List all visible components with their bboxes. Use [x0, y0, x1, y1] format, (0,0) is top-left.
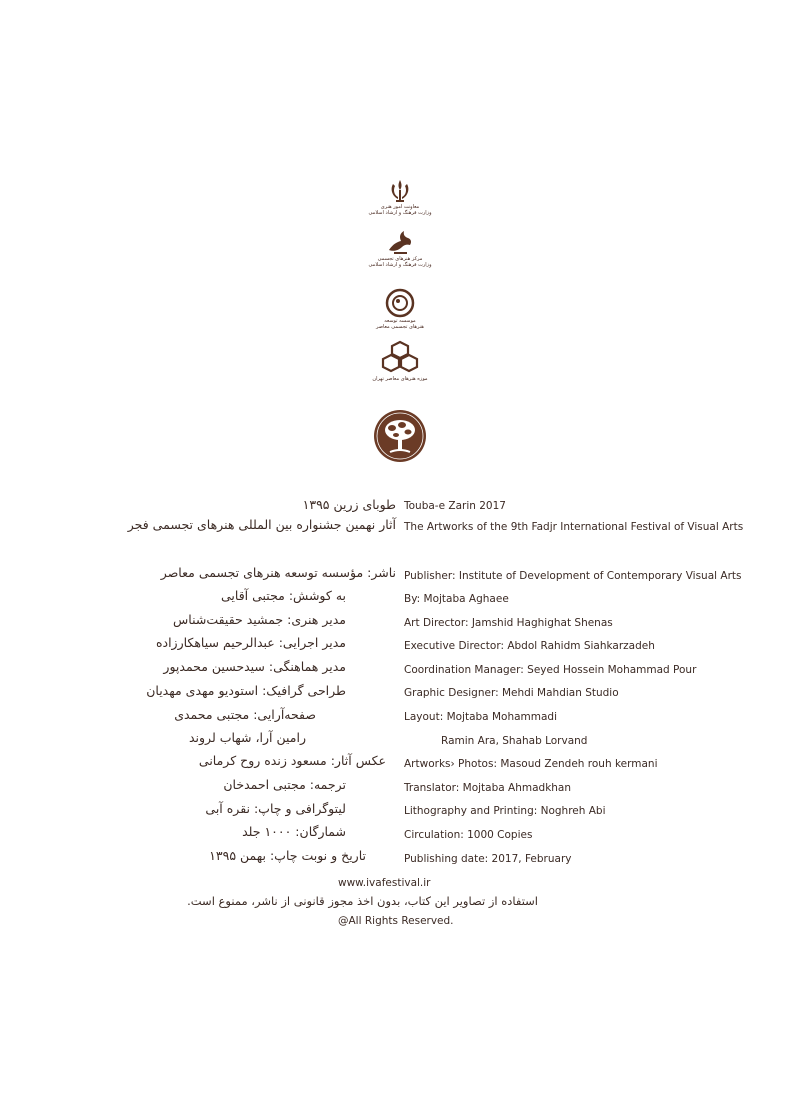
credit-fa: شمارگان: ۱۰۰۰ جلد: [242, 824, 346, 839]
credit-en: Publishing date: 2017, February: [404, 853, 572, 865]
tree-icon: [372, 408, 428, 464]
emblem-icon: [387, 178, 413, 204]
logo-caption: وزارت فرهنگ و ارشاد اسلامی: [368, 210, 432, 216]
credit-fa: ناشر: مؤسسه توسعه هنرهای تجسمی معاصر: [160, 565, 396, 580]
bird-logo: [355, 228, 445, 268]
credit-fa: به کوشش: مجتبی آقایی: [220, 588, 346, 603]
website-link[interactable]: www.ivafestival.ir: [338, 877, 431, 889]
credit-fa: صفحه‌آرایی: مجتبی محمدی: [174, 707, 316, 722]
credit-fa: تاریخ و نوبت چاپ: بهمن ۱۳۹۵: [209, 848, 366, 863]
credit-fa: ترجمه: مجتبی احمدخان: [223, 777, 346, 792]
credit-fa: عکس آثار: مسعود زنده روح کرمانی: [198, 753, 386, 768]
credit-fa: لیتوگرافی و چاپ: نقره آبی: [205, 801, 346, 816]
credit-en: Layout: Mojtaba Mohammadi: [404, 711, 558, 723]
credit-fa: مدیر اجرایی: عبدالرحیم سیاهکارزاده: [155, 635, 346, 650]
logo-caption: مرکز هنرهای تجسمی: [377, 256, 423, 262]
credit-fa: مدیر هنری: جمشید حقیقت‌شناس: [173, 612, 346, 627]
credit-en: Ramin Ara, Shahab Lorvand: [441, 735, 588, 747]
credit-en: Lithography and Printing: Noghreh Abi: [404, 805, 606, 817]
credit-en: Artworks› Photos: Masoud Zendeh rouh kermani: [404, 758, 658, 770]
credit-fa: مدیر هماهنگی: سیدحسین محمدپور: [163, 659, 346, 674]
cubes-icon: [381, 340, 419, 376]
logo-caption: معاونت امور هنری: [380, 204, 420, 210]
credit-en: Publisher: Institute of Development of Contemporary Visual Arts: [404, 570, 742, 582]
credit-en: Circulation: 1000 Copies: [404, 829, 533, 841]
title-fa-line1: طوبای زرین ۱۳۹۵: [302, 497, 396, 512]
logo-caption: هنرهای تجسمی معاصر: [376, 324, 424, 330]
emblem-logo: [355, 178, 445, 216]
bird-icon: [385, 228, 415, 256]
credit-fa: رامین آرا، شهاب لروند: [188, 730, 306, 745]
copyright-notice-fa: استفاده از تصاویر این کتاب، بدون اخذ مجوز قانونی از ناشر، ممنوع است.: [187, 894, 538, 908]
tree-logo: [355, 408, 445, 464]
credit-en: Graphic Designer: Mehdi Mahdian Studio: [404, 687, 619, 699]
credit-en: Coordination Manager: Seyed Hossein Mohammad Pour: [404, 664, 697, 676]
title-en-line2: The Artworks of the 9th Fadjr International Festival of Visual Arts: [404, 521, 744, 533]
circle-seal-icon: [385, 288, 415, 318]
rights-reserved: @All Rights Reserved.: [338, 915, 454, 927]
credit-en: Art Director: Jamshid Haghighat Shenas: [404, 617, 613, 629]
cubes-logo: [355, 340, 445, 382]
credit-en: By: Mojtaba Aghaee: [404, 593, 509, 605]
logo-caption: موزه هنرهای معاصر تهران: [372, 376, 428, 382]
logo-caption: وزارت فرهنگ و ارشاد اسلامی: [368, 262, 432, 268]
logo-caption: موسسه توسعه: [384, 318, 416, 324]
seal-logo: [355, 288, 445, 330]
credit-fa: طراحی گرافیک: استودیو مهدی مهدیان: [146, 683, 346, 698]
title-fa-line2: آثار نهمین جشنواره بین المللی هنرهای تجسمی فجر: [127, 517, 396, 532]
credit-en: Executive Director: Abdol Rahidm Siahkarzadeh: [404, 640, 655, 652]
credit-en: Translator: Mojtaba Ahmadkhan: [404, 782, 572, 794]
title-en-line1: Touba-e Zarin 2017: [404, 500, 506, 512]
